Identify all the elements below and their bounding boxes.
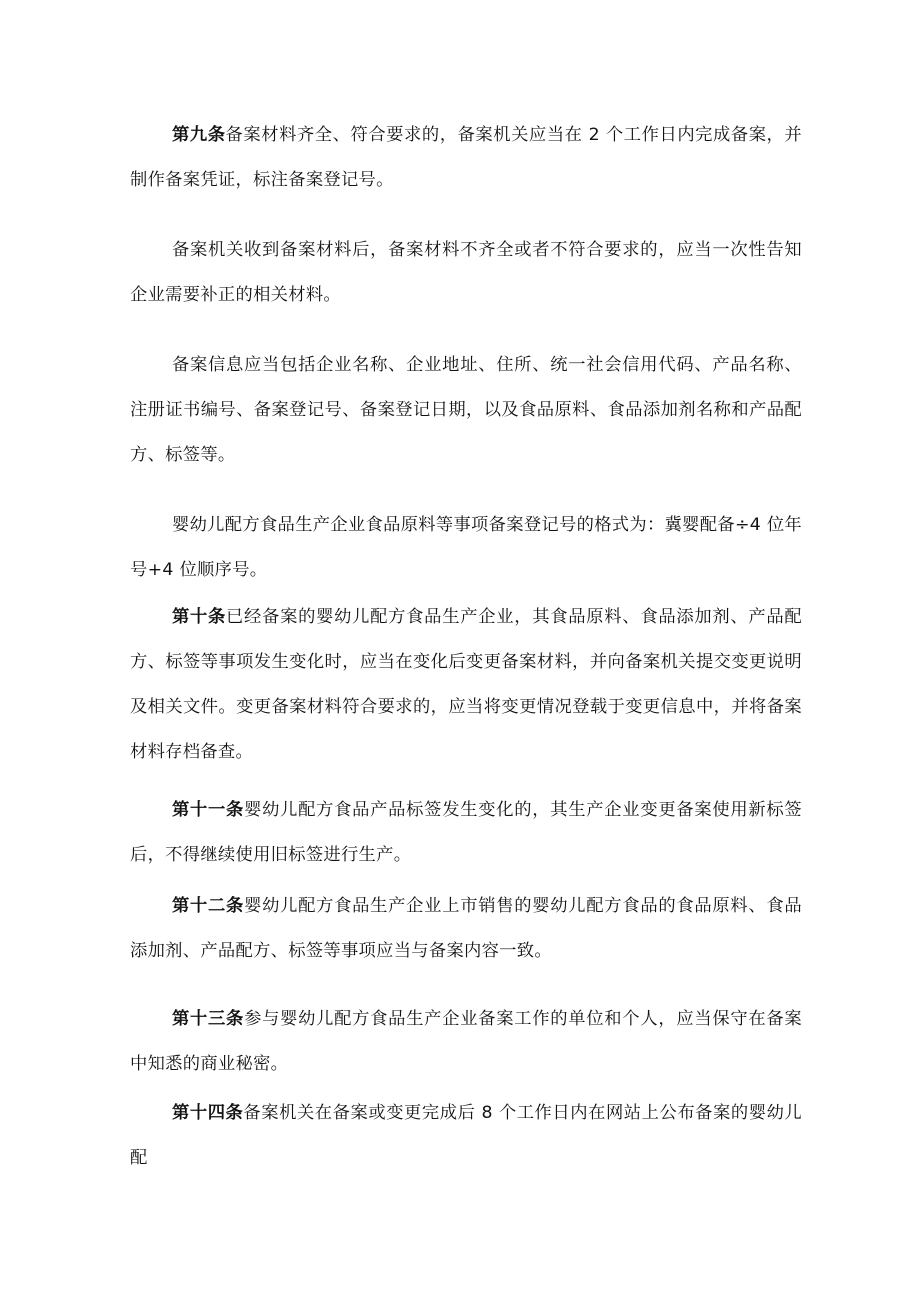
- paragraph-text: 婴幼儿配方食品生产企业上市销售的婴幼儿配方食品的食品原料、食品添加剂、产品配方、标签等事项应当与备案内容一致。: [130, 896, 803, 961]
- paragraph-article-13: [130, 997, 802, 1087]
- paragraph-article-12: [130, 884, 802, 974]
- paragraph-text: 备案信息应当包括企业名称、企业地址、住所、统一社会信用代码、产品名称、注册证书编号、备案登记号、备案登记日期，以及食品原料、食品添加剂名称和产品配方、标签等。: [130, 355, 802, 465]
- paragraph-text: 婴幼儿配方食品生产企业食品原料等事项备案登记号的格式为：冀婴配备÷4 位年号+4 位顺序号。: [130, 515, 802, 580]
- paragraph-text: 备案机关在备案或变更完成后 8 个工作日内在网站上公布备案的婴幼儿配: [130, 1103, 803, 1168]
- paragraph-text: 参与婴幼儿配方食品生产企业备案工作的单位和个人，应当保守在备案中知悉的商业秘密。: [130, 1009, 803, 1074]
- paragraph-article-9: [130, 113, 802, 203]
- article-heading: 第十条: [172, 607, 227, 627]
- paragraph-article-11: [130, 788, 802, 878]
- paragraph-text: 备案材料齐全、符合要求的，备案机关应当在 2 个工作日内完成备案，并制作备案凭证，标注备案登记号。: [130, 125, 802, 190]
- article-heading: 第十四条: [172, 1103, 244, 1123]
- article-heading: 第十一条: [172, 800, 245, 820]
- paragraph-article-14: [130, 1091, 802, 1181]
- paragraph-notice-incomplete: [130, 228, 802, 318]
- paragraph-text: 已经备案的婴幼儿配方食品生产企业，其食品原料、食品添加剂、产品配方、标签等事项发生变化时，应当在变化后变更备案材料，并向备案机关提交变更说明及相关文件。变更备案材料符合要求的，应当将变更情况登载于变更信息中，并将备案材料存档备查。: [130, 607, 802, 762]
- paragraph-text: 婴幼儿配方食品产品标签发生变化的，其生产企业变更备案使用新标签后，不得继续使用旧标签进行生产。: [130, 800, 803, 865]
- paragraph-article-10: [130, 595, 802, 775]
- article-heading: 第十二条: [172, 896, 245, 916]
- paragraph-number-format: [130, 503, 802, 593]
- paragraph-text: 备案机关收到备案材料后，备案材料不齐全或者不符合要求的，应当一次性告知企业需要补正的相关材料。: [130, 240, 802, 305]
- article-heading: 第九条: [172, 125, 226, 145]
- article-heading: 第十三条: [172, 1009, 245, 1029]
- paragraph-record-info: [130, 343, 802, 478]
